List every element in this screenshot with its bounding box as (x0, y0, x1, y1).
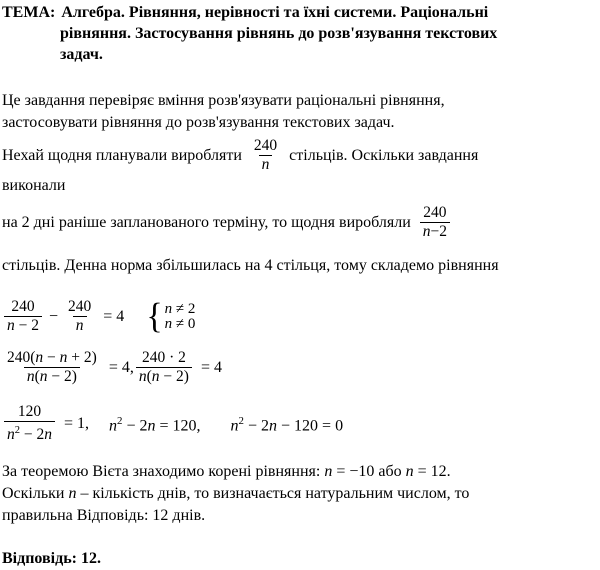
tema-label: ТЕМА: (2, 4, 56, 21)
fraction-denominator: n (73, 316, 87, 335)
equation-rhs: = 1, (64, 414, 90, 432)
tema-line-1-text: Алгебра. Рівняння, нерівності та їхні системи. Раціональні (61, 4, 489, 21)
sentence-1-after: стільців. Оскільки завдання (289, 146, 479, 164)
fraction-numerator: 240 (11, 298, 35, 315)
intro-line-1: Це завдання перевіряє вміння розв'язувати раціональні рівняння, (2, 92, 445, 109)
equation-rhs: = 4, (108, 358, 134, 376)
equation-fraction (136, 349, 192, 386)
equation-2 (2, 349, 598, 386)
tema-line-3: задач. (60, 46, 103, 63)
case-row-1: n ≠ 2 (164, 300, 196, 317)
equation-term: $n^2 - 2n = 120$, (109, 414, 201, 435)
minus-operator: − (49, 307, 59, 325)
case-row-2: n ≠ 0 (164, 315, 196, 332)
equation-fraction (4, 349, 100, 386)
sentence-1-wrapped-word: виконали (2, 177, 66, 194)
inline-fraction-240-over-n (251, 137, 280, 174)
fraction-denominator: n(n − 2) (24, 367, 80, 386)
solution-sentence-2 (2, 204, 598, 241)
fraction-denominator: $n^2 - 2n$ (4, 421, 55, 444)
domain-conditions (146, 296, 196, 336)
intro-line-2: застосовувати рівняння до розв'язування текстових задач. (2, 114, 395, 131)
tema-heading (2, 2, 598, 65)
inline-fraction-240-over-n-minus-2 (420, 204, 450, 241)
conclusion-paragraph (2, 461, 598, 527)
cases-rows (165, 302, 196, 332)
fraction-numerator: 240 (253, 137, 278, 154)
fraction-numerator: 240 · 2 (141, 349, 186, 366)
equation-rhs: = 4 (200, 358, 222, 376)
fraction-numerator: 120 (17, 403, 42, 420)
equation-fraction (4, 298, 42, 335)
fraction-numerator: 240 (423, 204, 447, 221)
sentence-2-before: на 2 дні раніше запланованого терміну, то щодня виробляли (2, 213, 411, 231)
cases-brace: { (146, 296, 163, 336)
equation-fraction (4, 403, 55, 444)
fraction-denominator: n − 2 (4, 316, 42, 335)
equation-term: $n^2 - 2n - 120 = 0$ (230, 414, 344, 435)
tema-line-2: рівняння. Застосування рівнянь до розв'язування текстових (60, 25, 498, 42)
fraction-denominator: n(n − 2) (136, 367, 192, 386)
tema-line-1 (2, 2, 598, 23)
fraction-numerator: 240 (68, 298, 92, 315)
fraction-numerator: 240(n − n + 2) (7, 349, 97, 366)
equation-1 (2, 298, 598, 335)
equation-fraction (65, 298, 94, 335)
conclusion-line-3: правильна Відповідь: 12 днів. (2, 507, 206, 525)
equation-rhs: = 4 (103, 307, 125, 325)
conclusion-line-1: За теоремою Вієта знаходимо корені рівняння: n = −10 або n = 12. (2, 463, 451, 481)
equation-3 (2, 403, 598, 444)
conclusion-line-2: Оскільки n – кількість днів, то визначається натуральним числом, то (2, 485, 470, 503)
fraction-denominator: n−2 (420, 222, 450, 241)
solution-sentence-3: стільців. Денна норма збільшилась на 4 стільця, тому складемо рівняння (2, 257, 499, 274)
solution-sentence-1 (2, 137, 598, 174)
answer-line: Відповідь: 12. (2, 550, 101, 568)
sentence-1-before: Нехай щодня планували виробляти (2, 146, 242, 164)
fraction-denominator: n (259, 155, 273, 174)
intro-paragraph (2, 90, 598, 134)
